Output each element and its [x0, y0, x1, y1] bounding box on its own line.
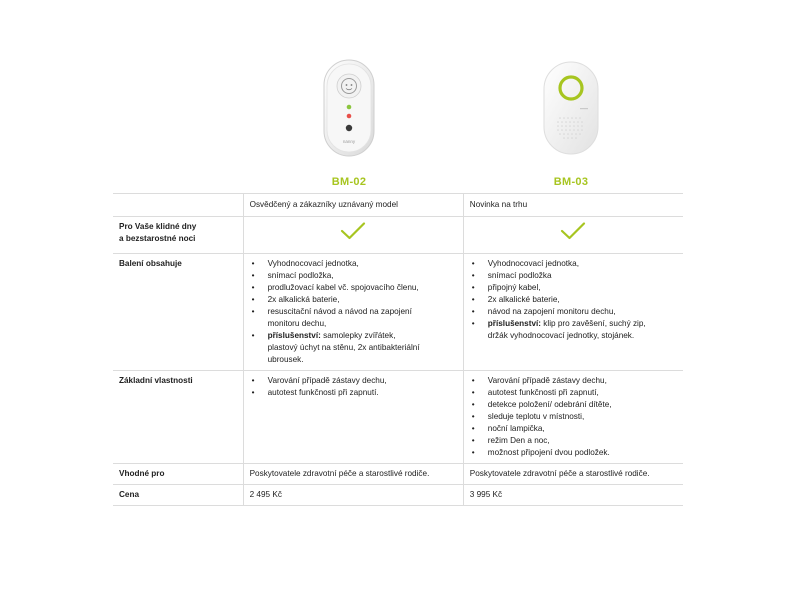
check-icon — [560, 221, 586, 241]
list-item — [470, 447, 677, 459]
list-item — [250, 258, 457, 270]
features-bm02 — [243, 371, 463, 464]
item-text: autotest funkčnosti při zapnutí, — [487, 388, 599, 397]
row-label — [113, 194, 243, 217]
row-label-calm-line1: Pro Vaše klidné dny — [119, 222, 197, 231]
product-name-bm03: BM-03 — [553, 176, 589, 188]
list-item — [250, 306, 457, 318]
item-text: možnost připojení dvou podložek. — [487, 448, 610, 457]
features-list-bm02 — [250, 375, 457, 399]
item-text: detekce položení/ odebrání dítěte, — [487, 400, 612, 409]
item-text: 2x alkalická baterie, — [267, 295, 340, 304]
table-row-suitable — [113, 464, 683, 485]
price-bm03: 3 995 Kč — [463, 485, 683, 506]
features-bm03 — [463, 371, 683, 464]
baby-monitor-bm02-image — [314, 58, 384, 158]
baby-monitor-bm03-image — [536, 58, 606, 158]
package-bm02 — [243, 254, 463, 371]
row-label-package: Balení obsahuje — [113, 254, 243, 371]
item-text: Varování případě zástavy dechu, — [267, 376, 387, 385]
table-row-price — [113, 485, 683, 506]
item-text: návod na zapojení monitoru dechu, — [487, 307, 616, 316]
item-text: držák vyhodnocovací jednotky, stojánek. — [487, 331, 635, 340]
item-strong-label: příslušenství: — [487, 319, 542, 328]
item-text: Varování případě zástavy dechu, — [487, 376, 607, 385]
list-item — [470, 375, 677, 387]
table-row-intro — [113, 194, 683, 217]
product-bm03 — [516, 58, 626, 188]
product-header — [0, 0, 800, 196]
list-item — [470, 399, 677, 411]
row-label-calm-line2: a bezstarostné noci — [119, 234, 196, 243]
item-text: noční lampička, — [487, 424, 545, 433]
list-item — [470, 318, 677, 330]
package-list-bm03 — [470, 258, 677, 342]
row-label-suitable: Vhodné pro — [113, 464, 243, 485]
item-text: snímací podložka, — [267, 271, 334, 280]
brand-logo-text: nanny — [342, 139, 356, 144]
item-text: plastový úchyt na stěnu, 2x antibakteriální — [267, 343, 420, 352]
item-text: sleduje teplotu v místnosti, — [487, 412, 585, 421]
price-bm02: 2 495 Kč — [243, 485, 463, 506]
list-item — [250, 387, 457, 399]
comparison-table — [113, 193, 683, 506]
item-text: připojný kabel, — [487, 283, 541, 292]
package-bm03 — [463, 254, 683, 371]
list-item — [470, 282, 677, 294]
list-item — [470, 411, 677, 423]
item-text: režim Den a noc, — [487, 436, 550, 445]
item-text: samolepky zvířátek, — [320, 331, 396, 340]
calm-bm03 — [463, 217, 683, 254]
list-item — [470, 258, 677, 270]
list-item — [250, 354, 457, 366]
item-text: prodlužovací kabel vč. spojovacího členu, — [267, 283, 419, 292]
item-text: Vyhodnocovací jednotka, — [267, 259, 359, 268]
list-item — [250, 375, 457, 387]
intro-bm03: Novinka na trhu — [463, 194, 683, 217]
list-item — [470, 330, 677, 342]
item-text: 2x alkalické baterie, — [487, 295, 560, 304]
item-text: monitoru dechu, — [267, 319, 327, 328]
package-list-bm02 — [250, 258, 457, 366]
list-item — [470, 435, 677, 447]
list-item — [470, 270, 677, 282]
table-row-calm — [113, 217, 683, 254]
row-label-price: Cena — [113, 485, 243, 506]
table-row-package — [113, 254, 683, 371]
list-item — [250, 294, 457, 306]
item-strong-label: příslušenství: — [267, 331, 321, 340]
item-text: klip pro zavěšení, suchý zip, — [541, 319, 646, 328]
list-item — [470, 423, 677, 435]
list-item — [470, 387, 677, 399]
list-item — [250, 318, 457, 330]
table-row-features — [113, 371, 683, 464]
item-text: ubrousek. — [267, 355, 304, 364]
features-list-bm03 — [470, 375, 677, 459]
product-name-bm02: BM-02 — [331, 176, 367, 188]
row-label-features: Základní vlastnosti — [113, 371, 243, 464]
list-item — [250, 330, 457, 342]
list-item — [250, 342, 457, 354]
calm-bm02 — [243, 217, 463, 254]
item-text: snímací podložka — [487, 271, 552, 280]
suitable-bm03: Poskytovatele zdravotní péče a starostlivé rodiče. — [463, 464, 683, 485]
list-item — [250, 282, 457, 294]
list-item — [470, 306, 677, 318]
list-item — [470, 294, 677, 306]
item-text: autotest funkčnosti při zapnutí. — [267, 388, 379, 397]
item-text: Vyhodnocovací jednotka, — [487, 259, 579, 268]
check-icon — [340, 221, 366, 241]
product-bm02 — [294, 58, 404, 188]
row-label-calm — [113, 217, 243, 254]
suitable-bm02: Poskytovatele zdravotní péče a starostlivé rodiče. — [243, 464, 463, 485]
intro-bm02: Osvědčený a zákazníky uznávaný model — [243, 194, 463, 217]
item-text: resuscitační návod a návod na zapojení — [267, 307, 412, 316]
list-item — [250, 270, 457, 282]
